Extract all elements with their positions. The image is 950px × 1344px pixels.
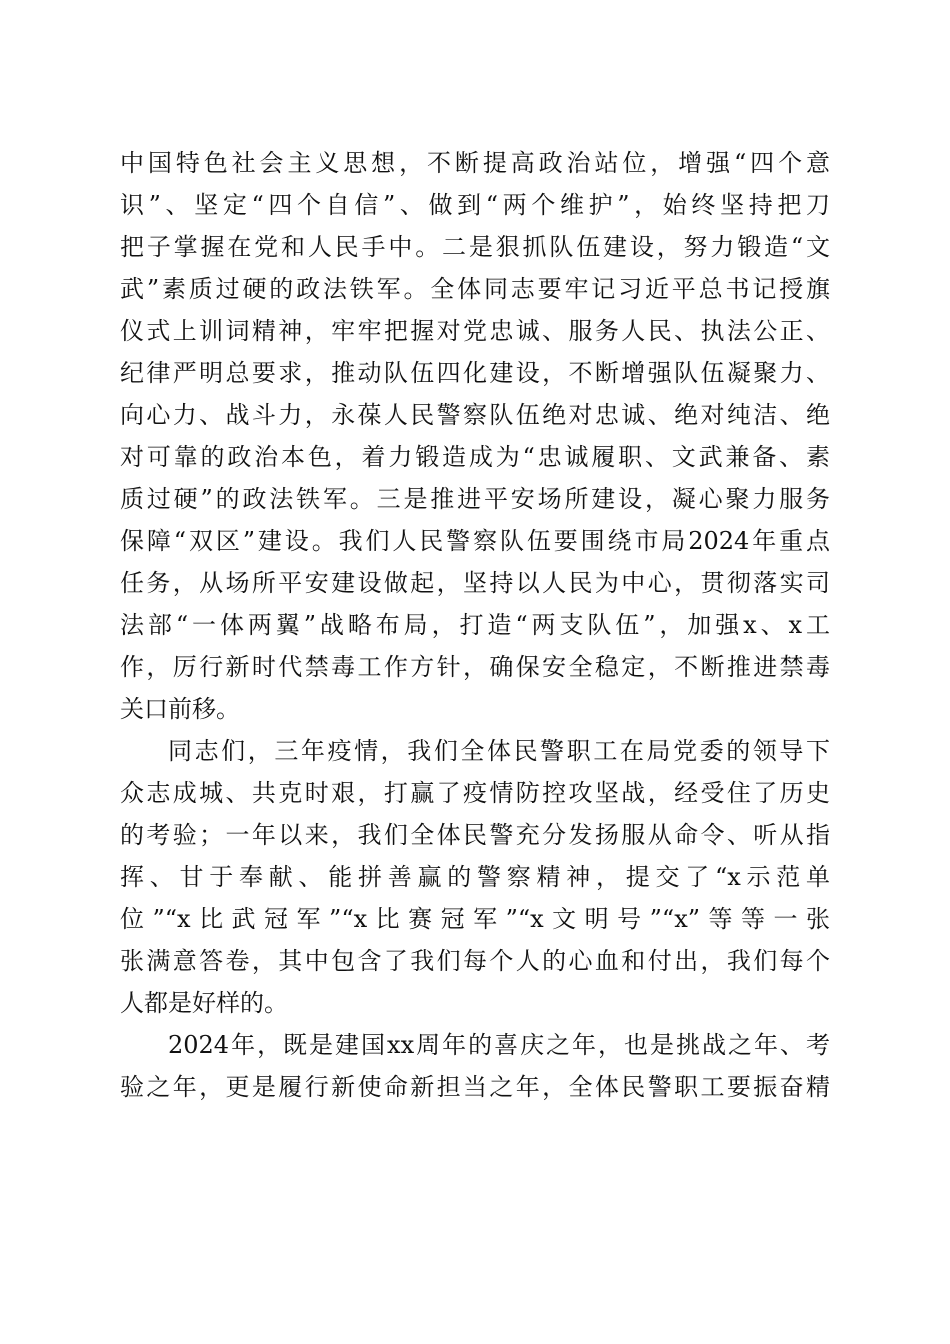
text-line: 保障“双区”建设。我们人民警察队伍要围绕市局2024年重点	[120, 527, 830, 555]
text-line: 2024年，既是建国xx周年的喜庆之年，也是挑战之年、考	[168, 1031, 830, 1059]
text-line: 的考验；一年以来，我们全体民警充分发扬服从命令、听从指	[120, 821, 830, 849]
text-line: 对可靠的政治本色，着力锻造成为“忠诚履职、文武兼备、素	[120, 443, 830, 471]
paragraph-1	[120, 142, 830, 730]
text-line: 质过硬”的政法铁军。三是推进平安场所建设，凝心聚力服务	[120, 485, 830, 513]
text-line: 关口前移。	[120, 695, 240, 723]
text-line: 识”、坚定“四个自信”、做到“两个维护”，始终坚持把刀	[120, 191, 830, 219]
text-line: 人都是好样的。	[120, 989, 288, 1017]
document-body	[120, 142, 830, 1108]
text-line: 向心力、战斗力，永葆人民警察队伍绝对忠诚、绝对纯洁、绝	[120, 401, 830, 429]
text-line: 法部“一体两翼”战略布局，打造“两支队伍”，加强x、x工	[120, 611, 830, 639]
text-line: 仪式上训词精神，牢牢把握对党忠诚、服务人民、执法公正、	[120, 317, 830, 345]
paragraph-2	[120, 730, 830, 1024]
text-line: 纪律严明总要求，推动队伍四化建设，不断增强队伍凝聚力、	[120, 359, 830, 387]
text-line: 同志们，三年疫情，我们全体民警职工在局党委的领导下	[168, 737, 830, 765]
text-line: 中国特色社会主义思想，不断提高政治站位，增强“四个意	[120, 149, 830, 177]
text-line: 任务，从场所平安建设做起，坚持以人民为中心，贯彻落实司	[120, 569, 830, 597]
text-line: 武”素质过硬的政法铁军。全体同志要牢记习近平总书记授旗	[120, 275, 830, 303]
text-line: 把子掌握在党和人民手中。二是狠抓队伍建设，努力锻造“文	[120, 233, 830, 261]
text-line: 众志成城、共克时艰，打赢了疫情防控攻坚战，经受住了历史	[120, 779, 830, 807]
text-line: 验之年，更是履行新使命新担当之年，全体民警职工要振奋精	[120, 1073, 830, 1101]
text-line: 位”“x比武冠军”“x比赛冠军”“x文明号”“x”等等一张	[120, 905, 830, 933]
text-line: 作，厉行新时代禁毒工作方针，确保安全稳定，不断推进禁毒	[120, 653, 830, 681]
paragraph-3	[120, 1024, 830, 1108]
text-line: 张满意答卷，其中包含了我们每个人的心血和付出，我们每个	[120, 947, 830, 975]
text-line: 挥、甘于奉献、能拼善赢的警察精神，提交了“x示范单	[120, 863, 830, 891]
